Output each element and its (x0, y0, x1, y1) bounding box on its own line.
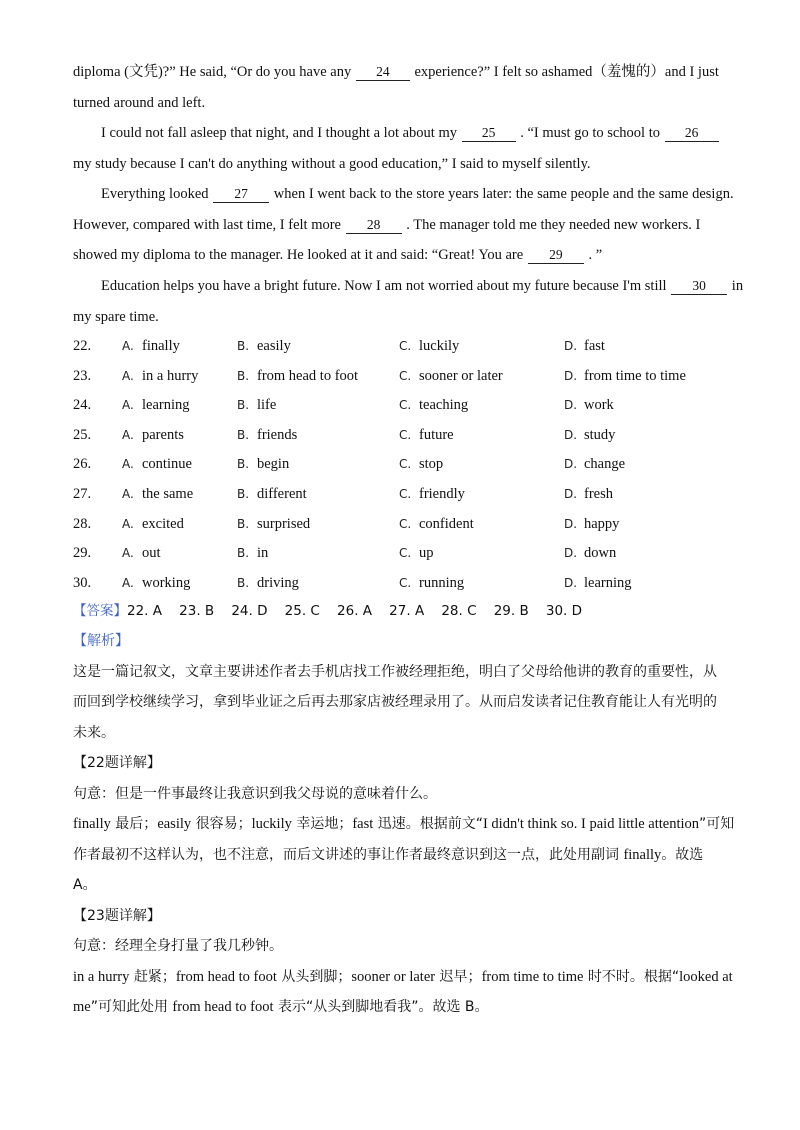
option-letter: C. (399, 575, 412, 590)
option-text: continue (142, 456, 192, 473)
question-row (73, 573, 733, 593)
question-number: 26. (73, 456, 92, 473)
q23-quote: looked at (679, 969, 733, 985)
passage-text: Education helps you have a bright future. Now I am not worried about my future because I'm still (101, 278, 671, 294)
question-row (73, 543, 733, 563)
option-text: fresh (584, 486, 613, 502)
option-d (564, 425, 615, 445)
option-letter: A. (122, 427, 134, 442)
option-letter: A. (122, 339, 134, 353)
option-text: happy (584, 515, 620, 532)
option-letter: D. (564, 457, 578, 472)
q23-quote: me (73, 999, 91, 1015)
option-b (237, 395, 276, 415)
option-letter: D. (564, 487, 578, 501)
blank-number: 29 (549, 247, 563, 262)
blank-24 (356, 64, 410, 81)
option-d (564, 395, 614, 415)
option-a (122, 484, 193, 504)
q23-explain-line-2 (73, 997, 733, 1017)
option-text: friends (257, 426, 298, 443)
option-text: life (257, 397, 277, 414)
option-letter: B. (237, 516, 250, 531)
option-text: future (419, 426, 454, 443)
analysis-label: 【解析】 (73, 633, 129, 649)
blank-number: 26 (684, 125, 699, 140)
option-text: the same (142, 486, 194, 502)
blank-25 (462, 125, 516, 142)
option-letter: C. (399, 457, 412, 472)
option-text: from head to foot (257, 367, 359, 384)
passage-line-3 (101, 123, 761, 143)
option-text: sooner or later (419, 367, 503, 384)
option-b (237, 484, 307, 504)
passage-text: turned around and left. (73, 95, 206, 111)
option-text: parents (142, 426, 184, 443)
question-row (73, 484, 733, 504)
passage-line-9 (73, 307, 733, 327)
q23-phrase: sooner or later (351, 969, 436, 985)
option-letter: C. (399, 487, 412, 501)
option-c (399, 543, 434, 563)
option-letter: D. (564, 427, 578, 442)
q22-word: finally (73, 816, 111, 832)
answer-line (73, 601, 582, 621)
option-letter: C. (399, 427, 412, 442)
question-row (73, 395, 733, 415)
blank-30 (671, 278, 727, 295)
option-d (564, 543, 616, 563)
q22-word: easily (157, 816, 192, 832)
analysis-label-line (73, 631, 733, 651)
q22-word: finally (623, 847, 662, 863)
passage-text: Everything looked (101, 186, 213, 202)
option-c (399, 454, 443, 474)
passage-text: when I went back to the store years later: the same people and the same design. (270, 186, 734, 202)
q22-word: fast (352, 816, 374, 832)
q23-phrase: from head to foot (172, 999, 274, 1015)
q22-explain-line-3: A。 (73, 877, 97, 893)
option-letter: D. (564, 398, 578, 413)
question-number: 23. (73, 367, 92, 384)
q22-text: 迅速。根据前文“ (373, 816, 483, 832)
question-number: 22. (73, 338, 92, 354)
answer-text: 22. A 23. B 24. D 25. C 26. A 27. A 28. C 29. B 30. D (127, 603, 583, 619)
option-c (399, 336, 459, 356)
blank-26 (665, 125, 719, 142)
option-b (237, 543, 268, 563)
option-letter: B. (237, 339, 250, 353)
blank-number: 24 (376, 64, 390, 79)
q22-text: ”可知 (699, 816, 735, 832)
question-number: 27. (73, 486, 92, 502)
option-c (399, 484, 465, 504)
blank-number: 28 (366, 217, 381, 232)
q22-text: 幸运地； (291, 816, 353, 832)
q23-text: 从头到脚； (276, 969, 352, 985)
q23-explain-line-1 (73, 967, 733, 987)
analysis-p2: 而回到学校继续学习，拿到毕业证之后再去那家店被经理录用了。从而启发读者记住教育能让人有光明的 (73, 694, 717, 710)
question-number: 24. (73, 397, 92, 414)
passage-text: showed my diploma to the manager. He looked at it and said: “Great! You are (73, 247, 527, 263)
question-number: 25. (73, 426, 92, 443)
option-text: learning (584, 574, 632, 591)
option-letter: B. (237, 575, 250, 590)
blank-27 (213, 186, 269, 203)
passage-text: . ” (584, 247, 603, 263)
q22-explain-line-1 (73, 814, 733, 834)
passage-text: However, compared with last time, I felt more (73, 217, 345, 233)
q22-explain-line-2 (73, 845, 733, 865)
option-letter: B. (237, 457, 250, 472)
blank-number: 27 (234, 186, 248, 201)
option-letter: A. (122, 575, 134, 590)
q22-meaning: 句意：但是一件事最终让我意识到我父母说的意味着什么。 (73, 786, 437, 802)
q23-text: 表示“从头到脚地看我”。故选 B。 (273, 999, 489, 1015)
option-a (122, 543, 161, 563)
option-text: surprised (257, 515, 311, 532)
option-text: fast (584, 338, 605, 354)
option-text: change (584, 456, 626, 473)
option-letter: D. (564, 339, 578, 353)
option-text: teaching (419, 397, 469, 414)
analysis-p3: 未来。 (73, 725, 115, 741)
option-text: down (584, 545, 617, 562)
option-text: stop (419, 456, 444, 473)
option-letter: B. (237, 368, 250, 383)
passage-line-5 (101, 184, 761, 204)
passage-line-7 (73, 245, 733, 265)
option-letter: B. (237, 487, 250, 501)
option-letter: A. (122, 398, 134, 413)
blank-28 (346, 217, 402, 234)
option-text: working (142, 574, 191, 591)
option-text: in a hurry (142, 367, 199, 384)
option-text: easily (257, 338, 291, 354)
option-letter: C. (399, 516, 412, 531)
option-text: luckily (419, 338, 460, 354)
option-c (399, 425, 454, 445)
option-letter: A. (122, 457, 134, 472)
option-c (399, 395, 468, 415)
option-letter: C. (399, 339, 412, 353)
option-d (564, 454, 625, 474)
passage-line-2 (73, 93, 733, 113)
passage-text: . The manager told me they needed new workers. I (402, 217, 701, 233)
option-text: up (419, 545, 434, 562)
q23-text: 时不时。根据“ (583, 969, 680, 985)
option-text: running (419, 574, 465, 591)
option-letter: D. (564, 546, 578, 561)
passage-text: my spare time. (73, 309, 159, 325)
option-b (237, 425, 297, 445)
option-letter: B. (237, 546, 250, 561)
option-letter: A. (122, 546, 134, 561)
option-text: out (142, 545, 161, 562)
q23-text: ”可知此处用 (90, 999, 173, 1015)
question-number: 29. (73, 545, 92, 562)
option-a (122, 336, 180, 356)
option-text: driving (257, 574, 299, 591)
q22-text: 最后； (110, 816, 158, 832)
passage-text: I could not fall asleep that night, and I thought a lot about my (101, 125, 461, 141)
option-letter: D. (564, 368, 578, 383)
option-letter: C. (399, 368, 412, 383)
q23-meaning: 句意：经理全身打量了我几秒钟。 (73, 938, 283, 954)
option-d (564, 514, 619, 534)
answer-label: 【答案】 (73, 603, 127, 619)
option-letter: A. (122, 516, 134, 531)
option-letter: C. (399, 398, 412, 413)
question-number: 30. (73, 574, 92, 591)
option-c (399, 366, 503, 386)
option-letter: A. (122, 487, 134, 501)
option-letter: D. (564, 516, 578, 531)
question-row (73, 454, 733, 474)
q23-heading: 【23题详解】 (73, 908, 161, 924)
question-row (73, 336, 733, 356)
option-a (122, 425, 184, 445)
option-letter: D. (564, 575, 578, 590)
option-b (237, 336, 291, 356)
question-row (73, 366, 733, 386)
blank-29 (528, 247, 584, 264)
option-a (122, 454, 192, 474)
option-d (564, 366, 686, 386)
option-letter: C. (399, 546, 412, 561)
option-d (564, 336, 605, 356)
blank-number: 25 (481, 125, 496, 140)
passage-text: in (728, 278, 744, 294)
option-a (122, 573, 190, 593)
passage-line-1 (73, 62, 733, 82)
q23-phrase: in a hurry (73, 969, 130, 985)
option-text: confident (419, 515, 474, 532)
q22-text: 。故选 (661, 847, 704, 863)
option-a (122, 395, 190, 415)
option-text: excited (142, 515, 184, 532)
option-b (237, 454, 289, 474)
q23-text: 迟早； (435, 969, 482, 985)
q23-phrase: from head to foot (175, 969, 277, 985)
question-row (73, 514, 733, 534)
option-a (122, 366, 198, 386)
option-text: work (584, 397, 614, 414)
passage-text: . “I must go to school to (516, 125, 664, 141)
passage-text: my study because I can't do anything without a good education,” I said to myself silently. (73, 156, 591, 172)
option-text: learning (142, 397, 190, 414)
option-letter: B. (237, 427, 250, 442)
option-b (237, 573, 299, 593)
option-c (399, 573, 464, 593)
passage-line-8 (101, 276, 761, 296)
option-text: finally (142, 338, 180, 354)
option-b (237, 366, 358, 386)
option-text: friendly (419, 486, 465, 502)
q22-heading: 【22题详解】 (73, 755, 161, 771)
option-a (122, 514, 184, 534)
q23-phrase: from time to time (481, 969, 584, 985)
q22-quote: I didn't think so. I paid little attention (482, 816, 700, 832)
question-number: 28. (73, 515, 92, 532)
option-text: study (584, 426, 616, 443)
passage-text: experience?” I felt so ashamed（羞愧的）and I just (410, 64, 719, 80)
option-text: begin (257, 456, 290, 473)
option-b (237, 514, 310, 534)
q22-text: 很容易； (191, 816, 252, 832)
question-row (73, 425, 733, 445)
option-letter: A. (122, 368, 134, 383)
option-text: from time to time (584, 367, 686, 384)
passage-line-4 (73, 154, 733, 174)
option-text: in (257, 545, 269, 562)
q22-word: luckily (251, 816, 292, 832)
option-d (564, 573, 632, 593)
q23-text: 赶紧； (129, 969, 176, 985)
q22-text: 作者最初不这样认为，也不注意，而后文讲述的事让作者最终意识到这一点，此处用副词 (73, 847, 624, 863)
analysis-p1: 这是一篇记叙文，文章主要讲述作者去手机店找工作被经理拒绝，明白了父母给他讲的教育的重要性，从 (73, 664, 717, 680)
option-d (564, 484, 613, 504)
option-letter: B. (237, 398, 250, 413)
passage-text: diploma (文凭)?” He said, “Or do you have any (73, 64, 355, 80)
option-c (399, 514, 474, 534)
option-text: different (257, 486, 307, 502)
passage-line-6 (73, 215, 733, 235)
blank-number: 30 (692, 278, 706, 293)
